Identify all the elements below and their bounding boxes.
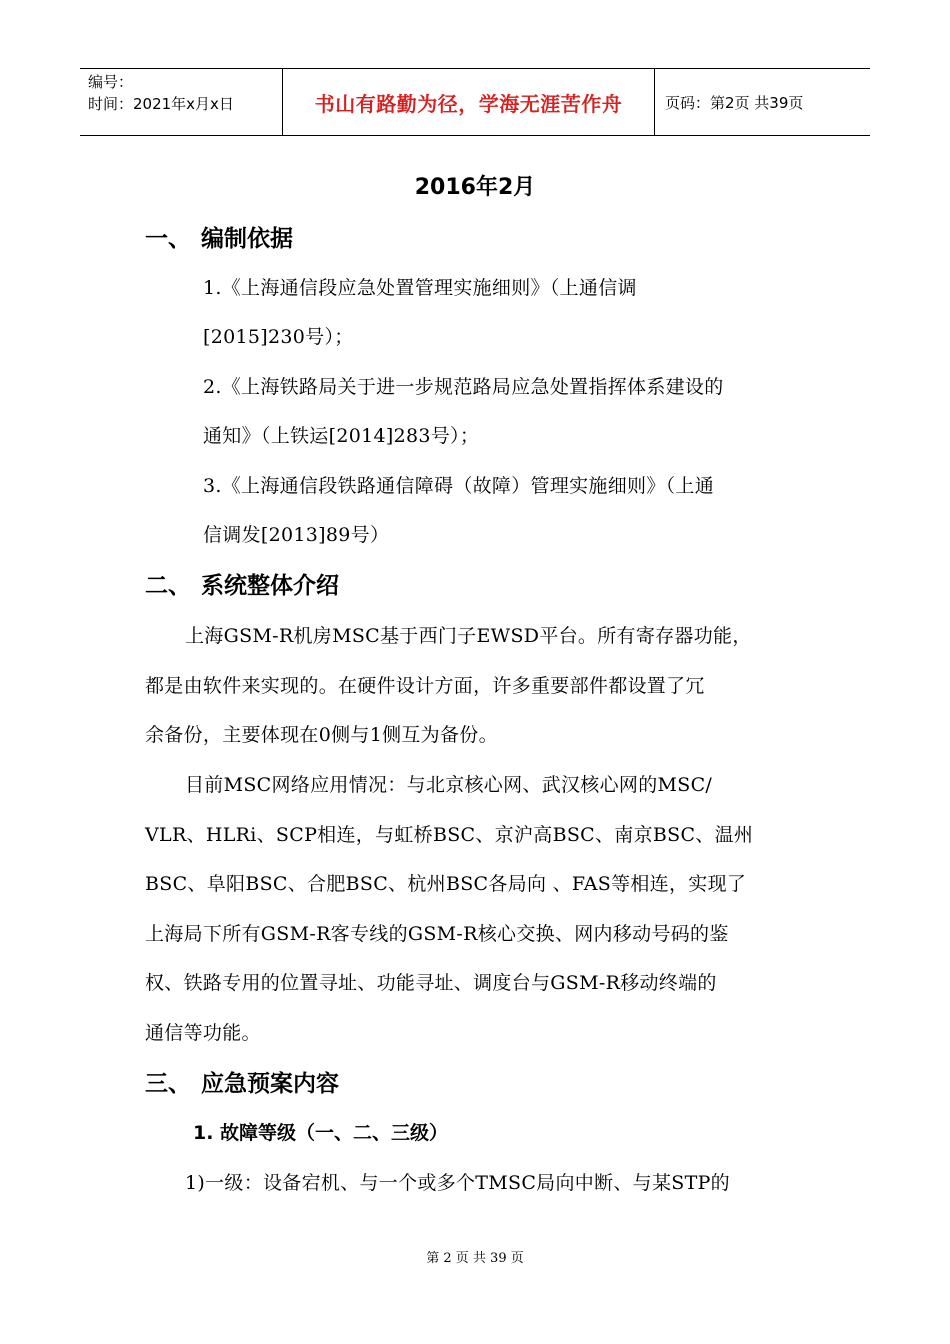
header-meta [80,69,282,135]
header-motto-cell [282,69,655,135]
section-number: 一、 [145,226,191,252]
paragraph-line: 2.《上海铁路局关于进一步规范路局应急处置指挥体系建设的 [203,376,724,398]
section-heading-system [145,567,339,600]
paragraph-line: 通信等功能。 [145,1022,261,1044]
paragraph-line: 上海GSM-R机房MSC基于西门子EWSD平台。所有寄存器功能， [185,625,752,647]
paragraph-line: 通知》（上铁运[2014]283号）； [203,425,480,447]
paragraph-line: [2015]230号）； [203,326,354,348]
paragraph-line: 信调发[2013]89号） [203,524,390,546]
section-number: 二、 [145,573,191,599]
paragraph-line: 1)一级：设备宕机、与一个或多个TMSC局向中断、与某STP的 [185,1172,730,1194]
document-date-title: 2016年2月 [414,175,536,200]
section-title: 系统整体介绍 [201,573,339,599]
header-page-info: 页码：第2页 共39页 [665,93,804,112]
document-number-label: 编号： [88,73,134,91]
section-heading-basis [145,220,293,253]
paragraph-line: 余备份，主要体现在0侧与1侧互为备份。 [145,724,498,746]
section-number: 三、 [145,1071,191,1097]
paragraph-line: VLR、HLRi、SCP相连，与虹桥BSC、京沪高BSC、南京BSC、温州 [145,824,754,846]
page-footer: 第 2 页 共 39 页 [426,1251,524,1266]
paragraph-line: 1.《上海通信段应急处置管理实施细则》（上通信调 [203,277,637,299]
paragraph-line: 权、铁路专用的位置寻址、功能寻址、调度台与GSM-R移动终端的 [145,972,717,994]
section-title: 编制依据 [201,226,293,252]
paragraph-line: 3.《上海通信段铁路通信障碍（故障）管理实施细则》（上通 [203,475,715,497]
page-header-table [80,68,870,136]
header-motto: 书山有路勤为径，学海无涯苦作舟 [314,91,623,116]
section-title: 应急预案内容 [201,1071,339,1097]
document-time-label: 时间：2021年x月x日 [88,95,234,113]
paragraph-line: BSC、阜阳BSC、合肥BSC、杭州BSC各局向 、FAS等相连，实现了 [145,873,747,895]
paragraph-line: 上海局下所有GSM-R客专线的GSM-R核心交换、网内移动号码的鉴 [145,923,729,945]
subsection-heading-fault-levels: 1. 故障等级（一、二、三级） [193,1122,449,1144]
paragraph-line: 都是由软件来实现的。在硬件设计方面，许多重要部件都设置了冗 [145,675,705,697]
paragraph-line: 目前MSC网络应用情况：与北京核心网、武汉核心网的MSC/ [185,774,713,796]
section-heading-plan [145,1065,339,1098]
